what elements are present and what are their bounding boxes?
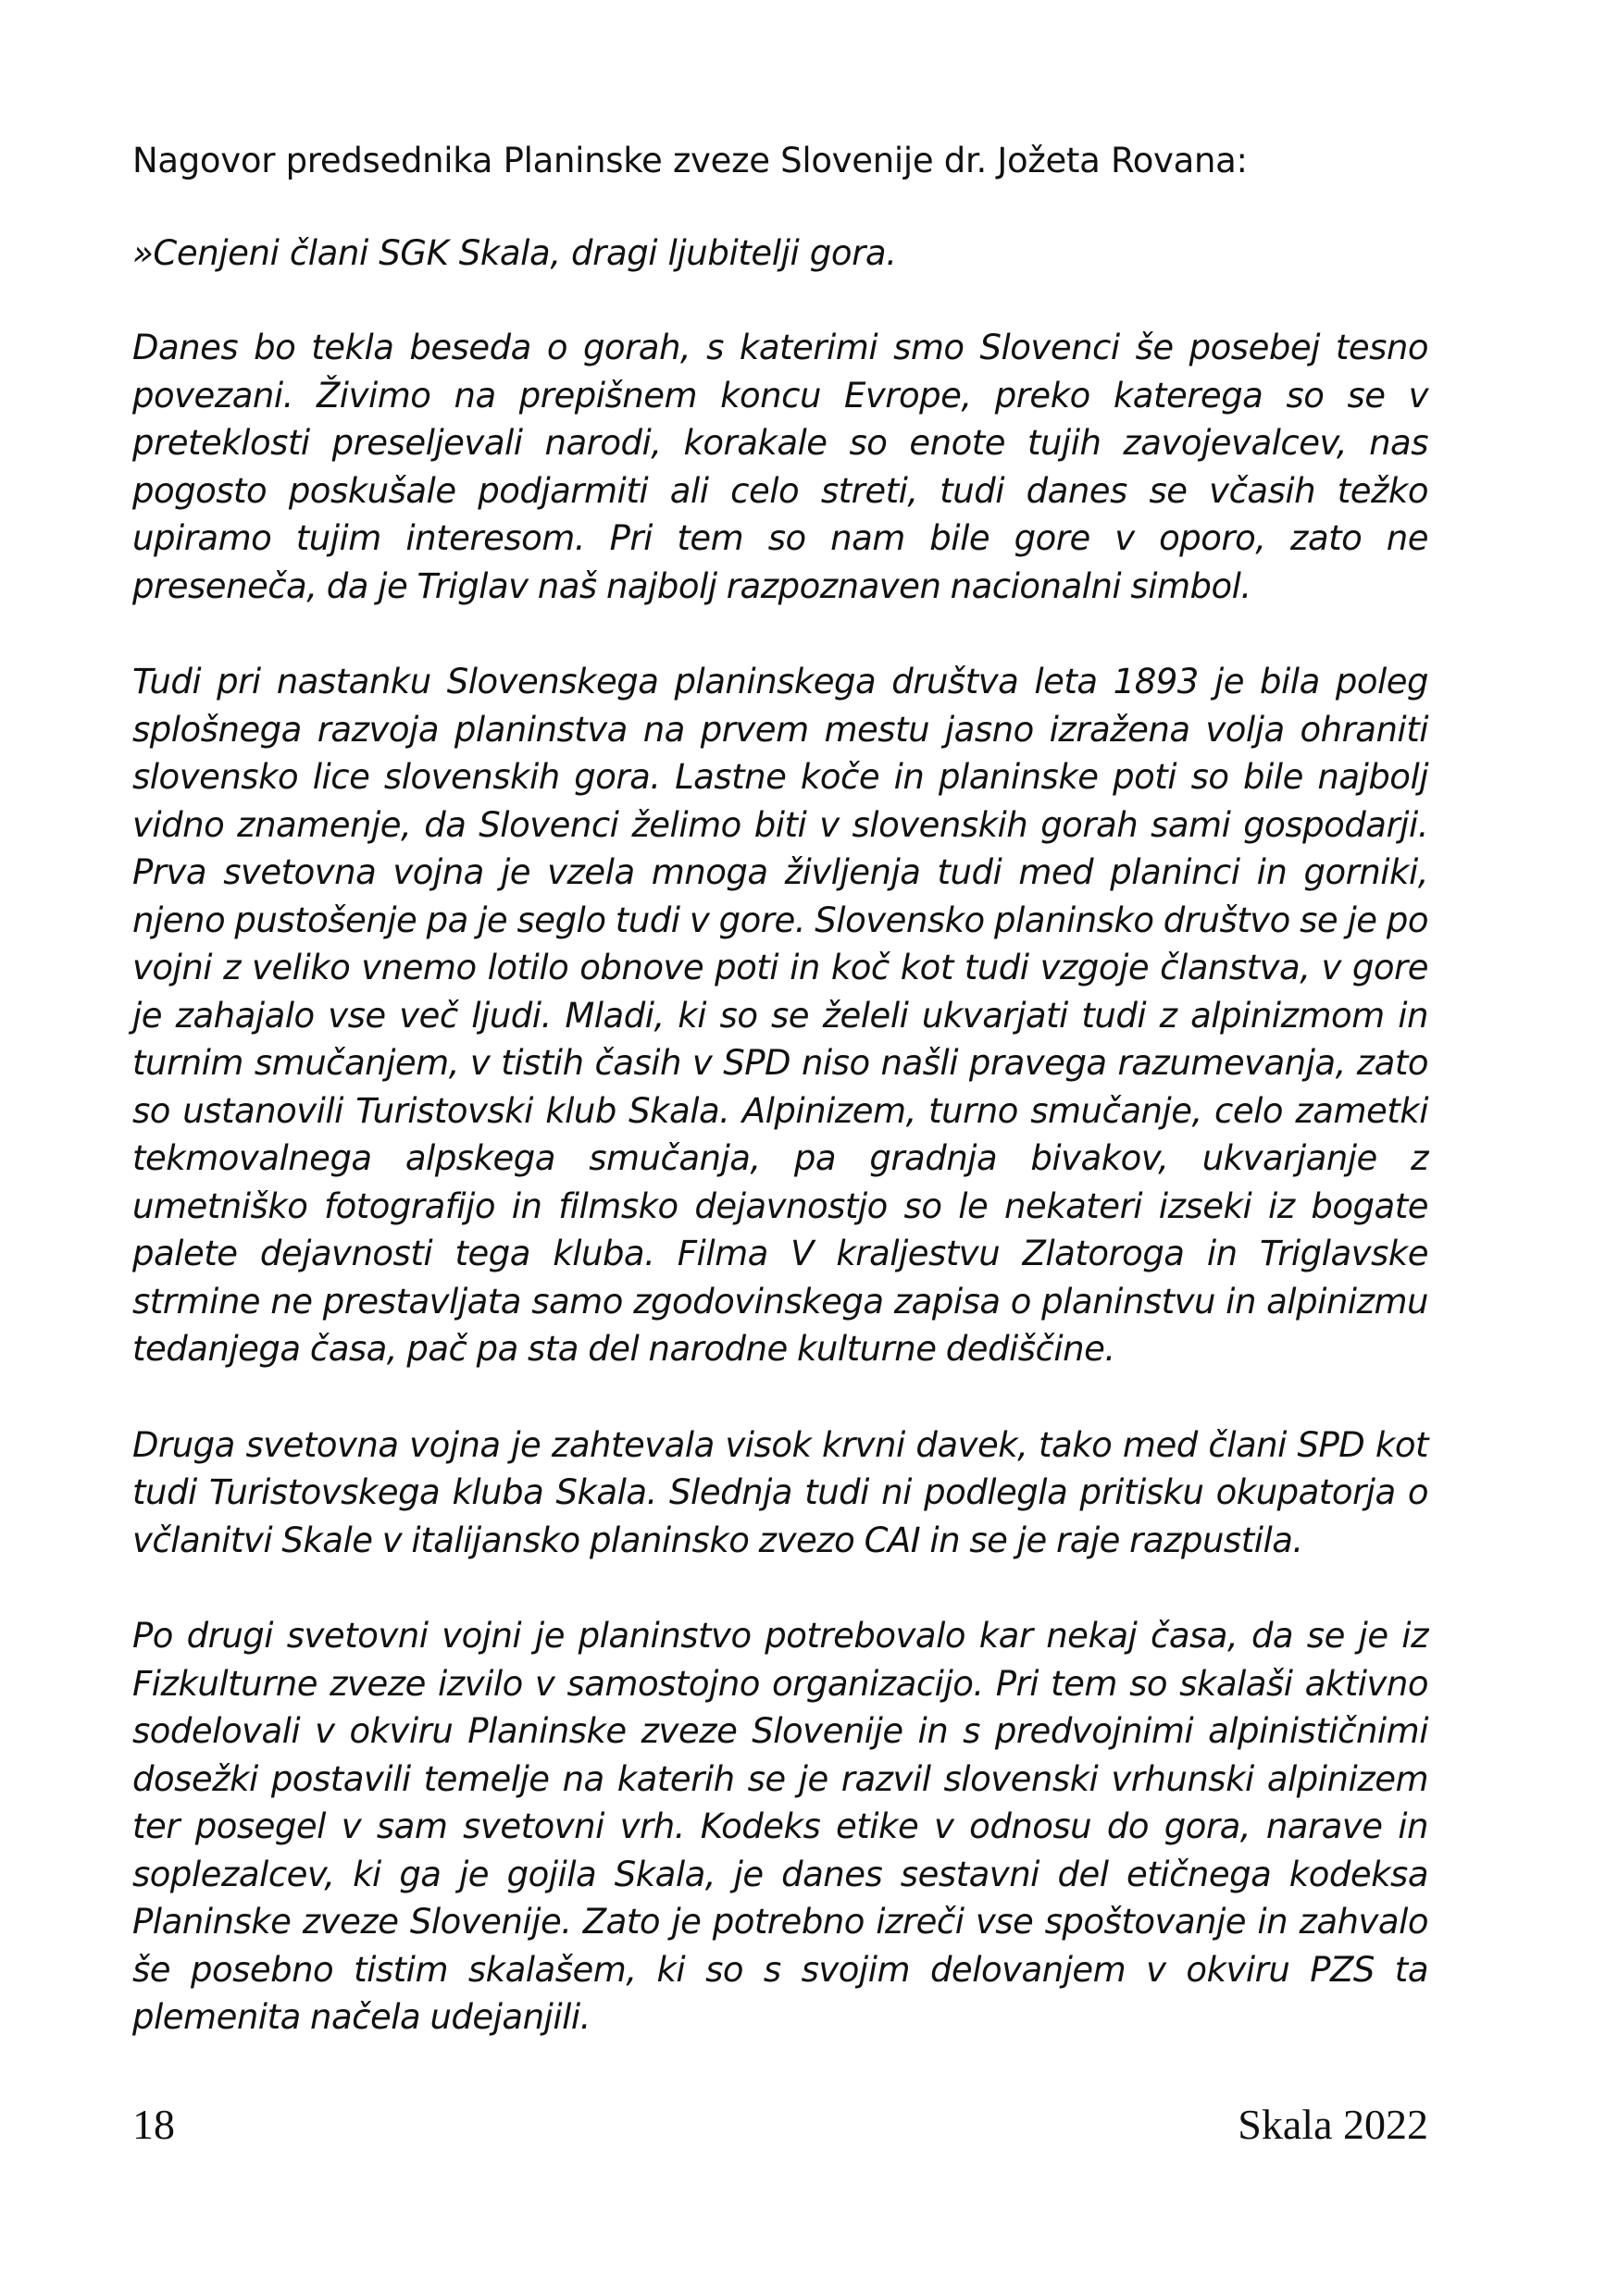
paragraph-3: Druga svetovna vojna je zahtevala visok krvni davek, tako med člani SPD kot tudi Turistovskega kluba Skala. Slednja tudi ni podlegla pritisku okupatorja o včlanitvi Skale v italijansko planinsko zvezo CAI in se je raje razpustila. [132, 1424, 1428, 1560]
speech-salutation: »Cenjeni člani SGK Skala, dragi ljubitelji gora. [132, 233, 897, 273]
page-number: 18 [132, 2101, 175, 2148]
publication-title: Skala 2022 [1238, 2101, 1428, 2148]
speech-heading: Nagovor predsednika Planinske zveze Slovenije dr. Jožeta Rovana: [132, 141, 1248, 180]
paragraph-2: Tudi pri nastanku Slovenskega planinskega društva leta 1893 je bila poleg splošnega razvoja planinstva na prvem mestu jasno izražena volja ohraniti slovensko lice slovenskih gora. Lastne koče in planinske poti so bile najbolj vidno znamenje, da Slovenci želimo biti v slovenskih gorah sami gospodarji. Prva svetovna vojna je vzela mnoga življenja tudi med planinci in gorniki, njeno pustošenje pa je seglo tudi v gore. Slovensko planinsko društvo se je po vojni z veliko vnemo lotilo obnove poti in koč kot tudi vzgoje članstva, v gore je zahajalo vse več ljudi. Mladi, ki so se želeli ukvarjati tudi z alpinizmom in turnim smučanjem, v tistih časih v SPD niso našli pravega razumevanja, zato so ustanovili Turistovski klub Skala. Alpinizem, turno smučanje, celo zametki tekmovalnega alpskega smučanja, pa gradnja bivakov, ukvarjanje z umetniško fotografijo in filmsko dejavnostjo so le nekateri izseki iz bogate palete dejavnosti tega kluba. Filma V kraljestvu Zlatoroga in Triglavske strmine ne prestavljata samo zgodovinskega zapisa o planinstvu in alpinizmu tedanjega časa, pač pa sta del narodne kulturne dediščine. [132, 662, 1428, 1369]
page-footer [132, 2099, 1428, 2151]
page-body [132, 139, 1428, 2090]
paragraph-1: Danes bo tekla beseda o gorah, s katerimi smo Slovenci še posebej tesno povezani. Živimo na prepišnem koncu Evrope, preko katerega so se v preteklosti preseljevali narodi, korakale so enote tujih zavojevalcev, nas pogosto poskušale podjarmiti ali celo streti, tudi danes se včasih težko upiramo tujim interesom. Pri tem so nam bile gore v oporo, zato ne preseneča, da je Triglav naš najbolj razpoznaven nacionalni simbol. [132, 328, 1428, 606]
paragraph-4: Po drugi svetovni vojni je planinstvo potrebovalo kar nekaj časa, da se je iz Fizkulturne zveze izvilo v samostojno organizacijo. Pri tem so skalaši aktivno sodelovali v okviru Planinske zveze Slovenije in s predvojnimi alpinističnimi dosežki postavili temelje na katerih se je razvil slovenski vrhunski alpinizem ter posegel v sam svetovni vrh. Kodeks etike v odnosu do gora, narave in soplezalcev, ki ga je gojila Skala, je danes sestavni del etičnega kodeksa Planinske zveze Slovenije. Zato je potrebno izreči vse spoštovanje in zahvalo še posebno tistim skalašem, ki so s svojim delovanjem v okviru PZS ta plemenita načela udejanjili. [132, 1616, 1428, 2037]
